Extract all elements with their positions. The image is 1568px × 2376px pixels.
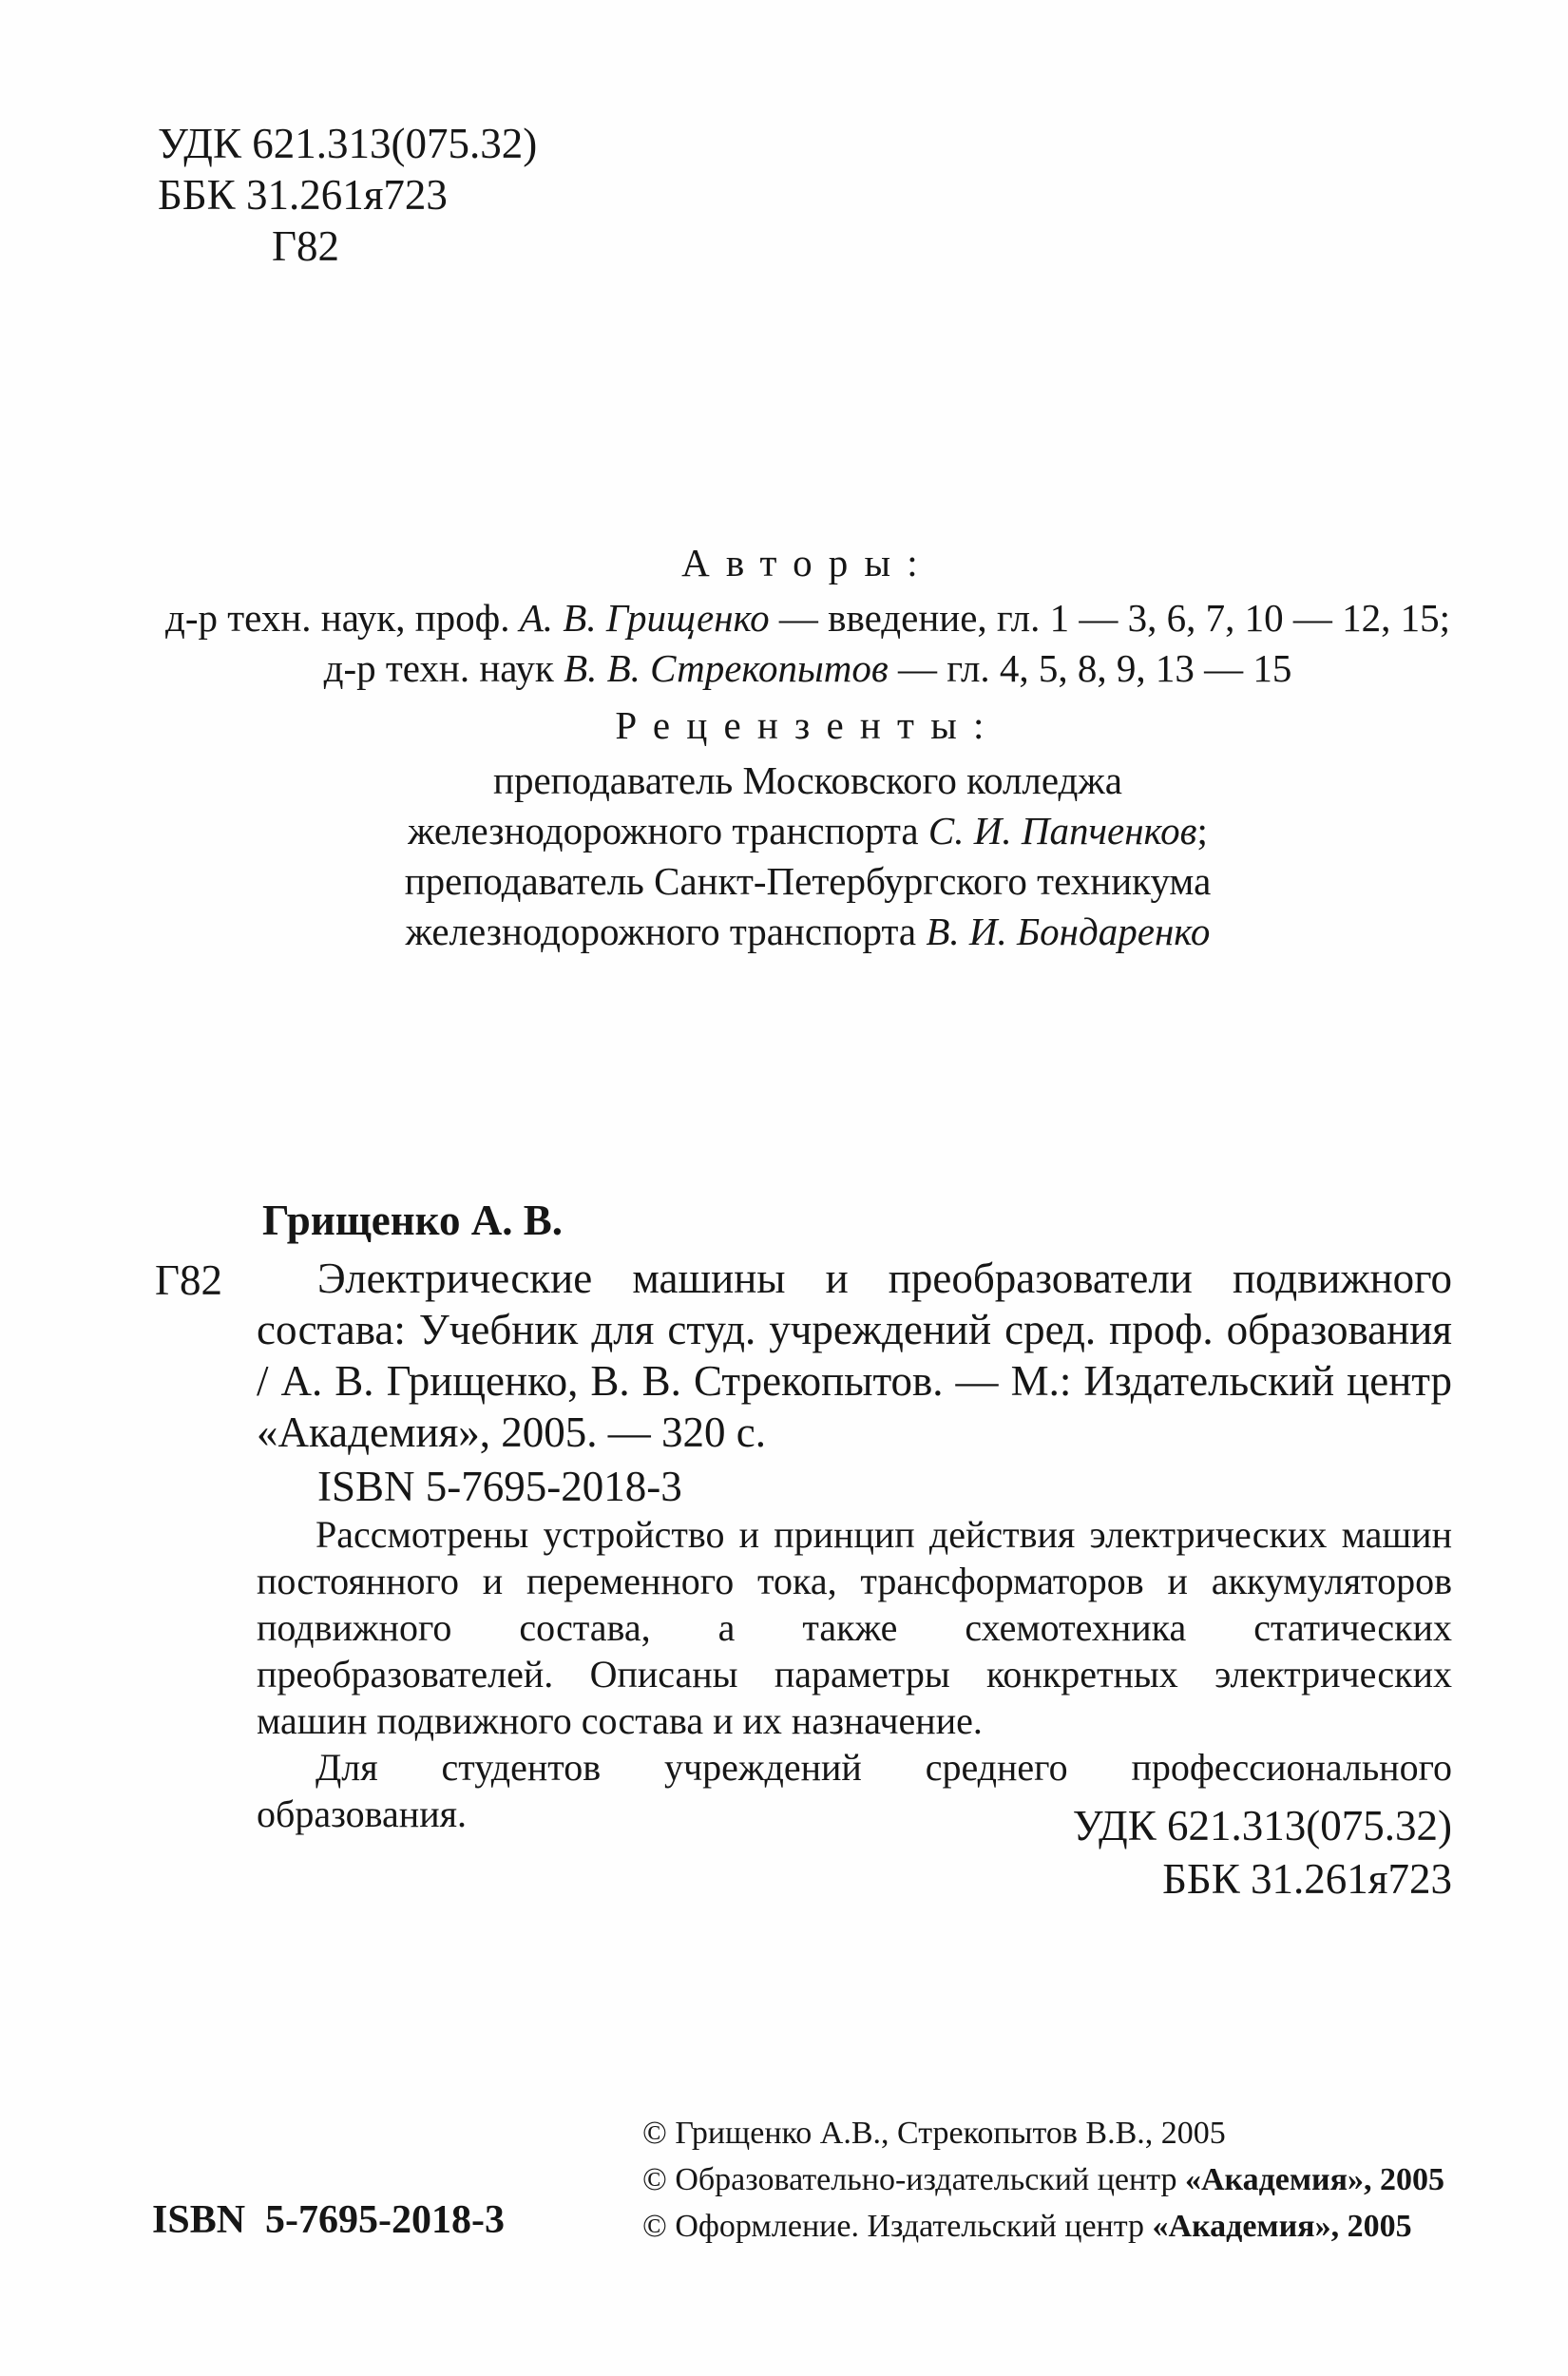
reviewer-line-prefix: железнодорожного транспорта — [405, 910, 927, 953]
udk-code: УДК 621.313(075.32) — [158, 120, 538, 167]
reviewer-line-suffix: ; — [1196, 809, 1208, 853]
catalog-isbn: ISBN 5-7695-2018-3 — [317, 1463, 682, 1510]
footer-isbn: ISBN 5-7695-2018-3 — [152, 2198, 506, 2242]
annotation-block — [257, 1511, 1452, 1837]
author-name: В. В. Стрекопытов — [564, 646, 889, 690]
copyright-line — [642, 2203, 1444, 2250]
classification-letter-code: Г82 — [272, 222, 340, 270]
annotation-paragraph: Рассмотрены устройство и принцип действия электрических машин постоянного и переменного тока, трансформаторов и аккумуляторов подвижного состава, а также схемотехника статических преобразователей. Описаны параметры конкретных электрических машин подвижного состава и их назначение. — [257, 1513, 1452, 1742]
reviewer-line — [162, 806, 1454, 856]
reviewer-line-prefix: преподаватель Московского колледжа — [493, 758, 1122, 802]
copyright-publisher: «Академия», 2005 — [1184, 2162, 1445, 2197]
catalog-author-name: Грищенко А. В. — [262, 1197, 563, 1244]
catalog-entry — [155, 1253, 1452, 1511]
audience-paragraph: Для студентов учреждений среднего профессионального образования. — [257, 1746, 1452, 1835]
udk-code-right: УДК 621.313(075.32) — [1072, 1802, 1452, 1849]
author-credit-line — [162, 643, 1454, 694]
copyright-text: © Оформление. Издательский центр — [642, 2209, 1153, 2244]
copyright-block — [642, 2110, 1444, 2250]
reviewer-line — [162, 756, 1454, 806]
author-name: А. В. Грищенко — [519, 596, 770, 640]
author-line-prefix: д-р техн. наук — [323, 646, 564, 690]
copyright-line — [642, 2110, 1444, 2156]
reviewer-line-prefix: железнодорожного транспорта — [408, 809, 928, 853]
authors-section — [162, 538, 1454, 694]
authors-heading: Авторы: — [681, 541, 934, 584]
reviewer-line-prefix: преподаватель Санкт-Петербургского техникума — [404, 859, 1212, 903]
author-line-suffix: — введение, гл. 1 — 3, 6, 7, 10 — 12, 15; — [769, 596, 1451, 640]
bbk-code-right: ББК 31.261я723 — [1162, 1855, 1452, 1903]
bbk-code: ББК 31.261я723 — [158, 171, 448, 219]
author-line-suffix: — гл. 4, 5, 8, 9, 13 — 15 — [888, 646, 1292, 690]
reviewer-name: С. И. Папченков — [927, 809, 1197, 853]
copyright-line — [642, 2156, 1444, 2203]
catalog-margin-code: Г82 — [155, 1256, 223, 1304]
catalog-description: Электрические машины и преобразователи подвижного состава: Учебник для студ. учреждений сред. проф. образования / А. В. Грищенко, В. В. Стрекопытов. — М.: Издательский центр «Академия», 2005. — 320 с. — [257, 1255, 1452, 1456]
reviewer-line — [162, 856, 1454, 907]
top-classification-block — [158, 118, 537, 272]
copyright-text: © Грищенко А.В., Стрекопытов В.В., 2005 — [642, 2116, 1226, 2151]
author-line-prefix: д-р техн. наук, проф. — [164, 596, 520, 640]
classification-right-block — [257, 1799, 1452, 1906]
reviewer-name: В. И. Бондаренко — [926, 910, 1211, 953]
reviewers-section — [162, 700, 1454, 957]
copyright-publisher: «Академия», 2005 — [1152, 2209, 1412, 2244]
copyright-text: © Образовательно-издательский центр — [642, 2162, 1185, 2197]
author-credit-line — [162, 593, 1454, 643]
reviewer-line — [162, 907, 1454, 957]
reviewers-heading: Рецензенты: — [615, 703, 1001, 747]
